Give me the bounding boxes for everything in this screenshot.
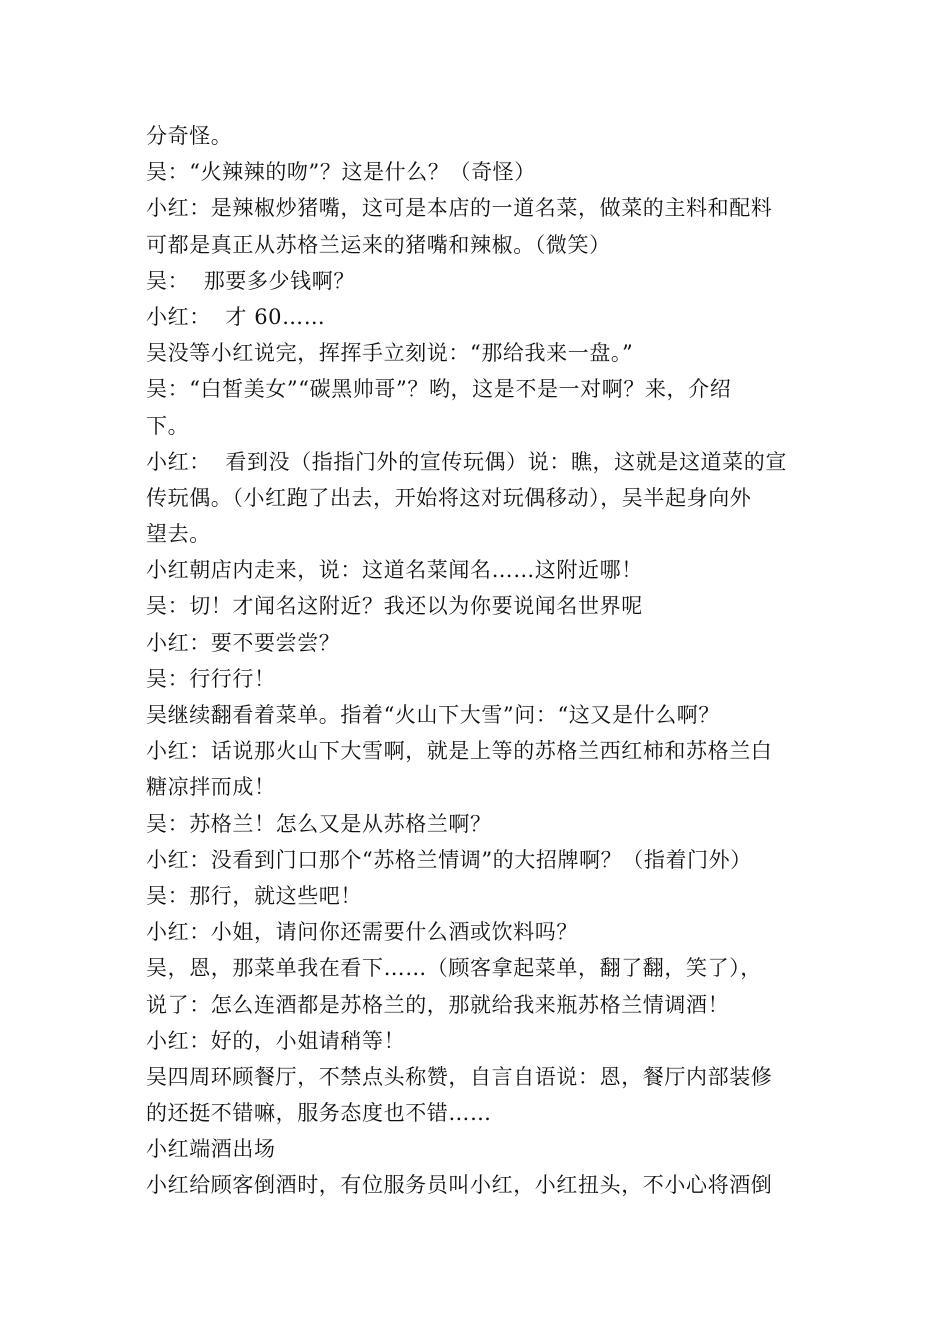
text-line: 小红：话说那火山下大雪啊，就是上等的苏格兰西红柿和苏格兰白 — [146, 739, 773, 764]
text-line: 小红： 看到没（指指门外的宣传玩偶）说：瞧，这就是这道菜的宣 — [146, 449, 787, 474]
text-line: 吴：苏格兰！怎么又是从苏格兰啊？ — [146, 811, 492, 836]
script-text — [146, 118, 818, 1204]
text-line: 下。 — [146, 413, 190, 438]
text-line: 小红：好的，小姐请稍等！ — [146, 1028, 406, 1053]
text-line: 小红：小姐，请问你还需要什么酒或饮料吗？ — [146, 920, 578, 945]
text-line: 小红给顾客倒酒时，有位服务员叫小红，小红扭头，不小心将酒倒 — [146, 1173, 773, 1198]
text-line: 吴：切！才闻名这附近？我还以为你要说闻名世界呢 — [146, 594, 643, 619]
text-line: 吴：“火辣辣的吻”？这是什么？（奇怪） — [146, 160, 536, 185]
text-line: 小红：是辣椒炒猪嘴，这可是本店的一道名菜，做菜的主料和配料 — [146, 196, 773, 221]
text-line: 吴：那行，就这些吧！ — [146, 883, 362, 908]
text-line: 吴没等小红说完，挥挥手立刻说：“那给我来一盘。” — [146, 341, 634, 366]
text-line: 传玩偶。（小红跑了出去，开始将这对玩偶移动），吴半起身向外 — [146, 485, 752, 510]
text-line: 说了：怎么连酒都是苏格兰的，那就给我来瓶苏格兰情调酒！ — [146, 992, 730, 1017]
text-line: 小红：没看到门口那个“苏格兰情调”的大招牌啊？（指着门外） — [146, 847, 752, 872]
text-line: 小红：要不要尝尝？ — [146, 630, 341, 655]
text-line: 吴：“白皙美女”“碳黑帅哥”？哟，这是不是一对啊？来，介绍 — [146, 377, 732, 402]
text-line: 小红端酒出场 — [146, 1137, 276, 1162]
text-line: 小红朝店内走来，说：这道名菜闻名……这附近哪！ — [146, 558, 643, 583]
text-line: 可都是真正从苏格兰运来的猪嘴和辣椒。（微笑） — [146, 232, 611, 257]
text-line: 吴，恩，那菜单我在看下……（顾客拿起菜单，翻了翻，笑了）， — [146, 956, 762, 981]
text-line: 吴四周环顾餐厅，不禁点头称赞，自言自语说：恩，餐厅内部装修 — [146, 1064, 773, 1089]
text-line: 望去。 — [146, 522, 211, 547]
text-line: 吴：行行行！ — [146, 666, 276, 691]
text-line: 吴： 那要多少钱啊？ — [146, 268, 355, 293]
text-line: 糖凉拌而成！ — [146, 775, 276, 800]
text-line: 的还挺不错嘛，服务态度也不错…… — [146, 1101, 492, 1126]
text-line: 小红： 才 60…… — [146, 304, 326, 329]
text-line: 分奇怪。 — [146, 124, 233, 148]
text-line: 吴继续翻看着菜单。指着“火山下大雪”问：“这又是什么啊？ — [146, 703, 721, 727]
